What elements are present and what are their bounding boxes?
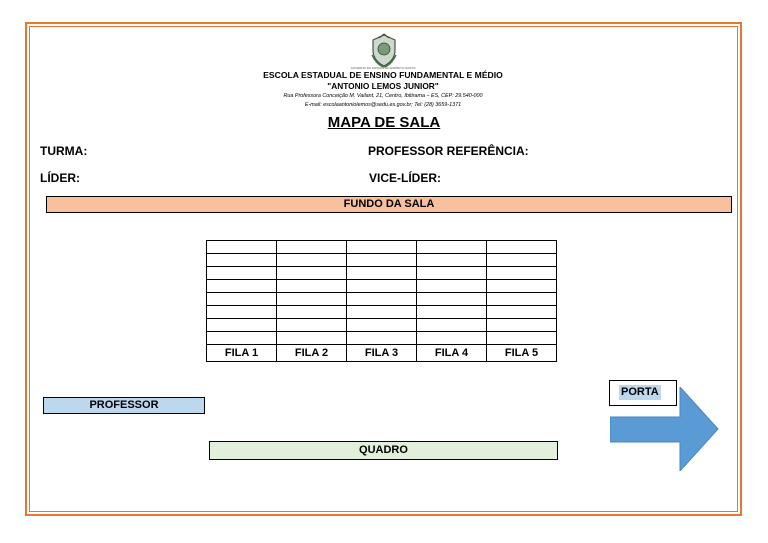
state-crest-icon (368, 33, 400, 69)
school-name: ESCOLA ESTADUAL DE ENSINO FUNDAMENTAL E MÉDIO (263, 70, 503, 80)
seat (417, 241, 487, 254)
seat (277, 293, 347, 306)
row-label-fila-3: FILA 3 (347, 345, 417, 362)
seat (207, 254, 277, 267)
seat (347, 319, 417, 332)
seat (487, 293, 557, 306)
seat (207, 332, 277, 345)
seat (347, 241, 417, 254)
seat (277, 319, 347, 332)
seat (277, 241, 347, 254)
professor-desk: PROFESSOR (43, 397, 205, 414)
seat-row (207, 319, 557, 332)
seat (207, 319, 277, 332)
seat-row (207, 254, 557, 267)
seat (417, 280, 487, 293)
row-label-fila-2: FILA 2 (277, 345, 347, 362)
seat (487, 254, 557, 267)
seat-row (207, 267, 557, 280)
seat (347, 306, 417, 319)
seat (277, 267, 347, 280)
seat (417, 267, 487, 280)
seat (417, 254, 487, 267)
seat (417, 306, 487, 319)
seating-grid (206, 240, 557, 362)
seat (277, 332, 347, 345)
room-back-banner: FUNDO DA SALA (46, 196, 732, 213)
seat (277, 280, 347, 293)
seat (207, 267, 277, 280)
vice-lider-label: VICE-LÍDER: (369, 171, 441, 185)
seat-row (207, 332, 557, 345)
row-label-fila-1: FILA 1 (207, 345, 277, 362)
seat-row (207, 306, 557, 319)
seat (487, 306, 557, 319)
seat (487, 267, 557, 280)
seat-row (207, 241, 557, 254)
professor-referencia-label: PROFESSOR REFERÊNCIA: (368, 144, 529, 158)
seat-row (207, 280, 557, 293)
school-contact: E-mail: escolaantoniolemos@sedu.es.gov.br; Tel: (28) 3659-1371 (304, 102, 462, 108)
seat-row (207, 293, 557, 306)
page-title: MAPA DE SALA (327, 114, 441, 131)
seat (417, 332, 487, 345)
seat (417, 319, 487, 332)
lider-label: LÍDER: (40, 171, 80, 185)
row-label-fila-4: FILA 4 (417, 345, 487, 362)
row-labels (207, 345, 557, 362)
seat (347, 332, 417, 345)
school-address: Rua Professora Conceição M. Vailant, 21, Centro, Ibitirama – ES, CEP: 29.540-000 (283, 93, 483, 99)
seat (347, 267, 417, 280)
seat (487, 280, 557, 293)
board: QUADRO (209, 441, 558, 460)
crest-caption: GOVERNO DO ESTADO DO ESPÍRITO SANTO (350, 66, 416, 70)
seat (207, 280, 277, 293)
seat (277, 254, 347, 267)
seat (417, 293, 487, 306)
seat (487, 319, 557, 332)
seat (487, 332, 557, 345)
seat (347, 280, 417, 293)
seat (207, 241, 277, 254)
row-label-fila-5: FILA 5 (487, 345, 557, 362)
seat (207, 293, 277, 306)
seat (347, 254, 417, 267)
seat (207, 306, 277, 319)
seat (277, 306, 347, 319)
turma-label: TURMA: (40, 144, 88, 158)
door-label: PORTA (621, 386, 659, 398)
seat (347, 293, 417, 306)
seat (487, 241, 557, 254)
school-subname: "ANTONIO LEMOS JUNIOR" (327, 81, 439, 91)
